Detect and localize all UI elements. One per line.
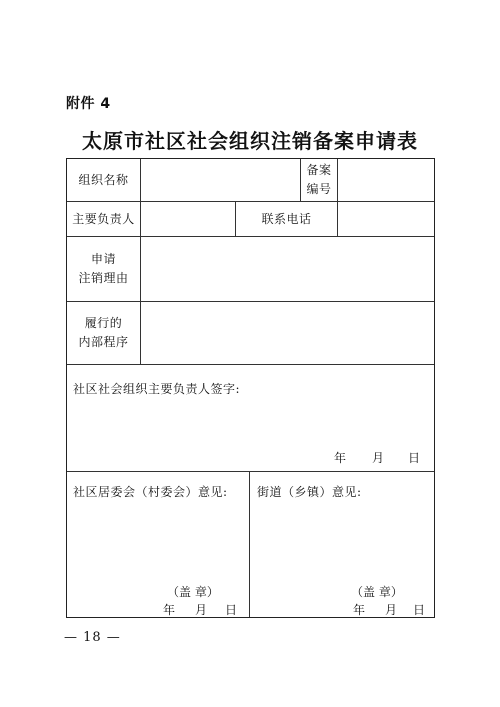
street-date-day: 日 xyxy=(413,603,426,617)
filing-number-label-line2: 编号 xyxy=(306,182,332,196)
procedure-field[interactable] xyxy=(141,302,434,364)
phone-label: 联系电话 xyxy=(261,211,312,226)
street-date-year: 年 xyxy=(353,603,366,617)
procedure-label-line1: 履行的 xyxy=(84,316,123,330)
document-title: 太原市社区社会组织注销备案申请表 xyxy=(82,129,418,153)
filing-number-label-line1: 备案 xyxy=(306,163,332,177)
procedure-label xyxy=(67,302,140,364)
street-opinion-label: 街道（乡镇）意见: xyxy=(257,485,362,499)
reason-label-line2: 注销理由 xyxy=(78,271,129,285)
attachment-label: 附件 4 xyxy=(66,96,111,112)
reason-label-line1: 申请 xyxy=(90,252,116,266)
page-number: — 18 — xyxy=(64,630,121,645)
filing-number-field[interactable] xyxy=(338,159,434,201)
leader-field[interactable] xyxy=(141,202,235,236)
reason-label xyxy=(67,237,140,301)
leader-label: 主要负责人 xyxy=(72,211,135,226)
org-name-field[interactable] xyxy=(141,159,300,201)
committee-seal-label: （盖 章） xyxy=(167,585,219,599)
committee-date-year: 年 xyxy=(163,603,176,617)
procedure-label-line2: 内部程序 xyxy=(78,335,129,349)
application-form-table xyxy=(66,158,435,618)
filing-number-label xyxy=(301,159,337,201)
signature-date-year: 年 xyxy=(334,451,347,465)
committee-opinion-label: 社区居委会（村委会）意见: xyxy=(73,485,228,499)
street-seal-label: （盖 章） xyxy=(351,585,403,599)
signature-label: 社区社会组织主要负责人签字: xyxy=(73,382,241,396)
phone-field[interactable] xyxy=(338,202,434,236)
org-name-label: 组织名称 xyxy=(78,172,129,187)
reason-field[interactable] xyxy=(141,237,434,301)
committee-date-month: 月 xyxy=(195,603,208,617)
signature-date-day: 日 xyxy=(408,451,421,465)
signature-date-month: 月 xyxy=(372,451,385,465)
street-date-month: 月 xyxy=(385,603,398,617)
committee-date-day: 日 xyxy=(225,603,238,617)
